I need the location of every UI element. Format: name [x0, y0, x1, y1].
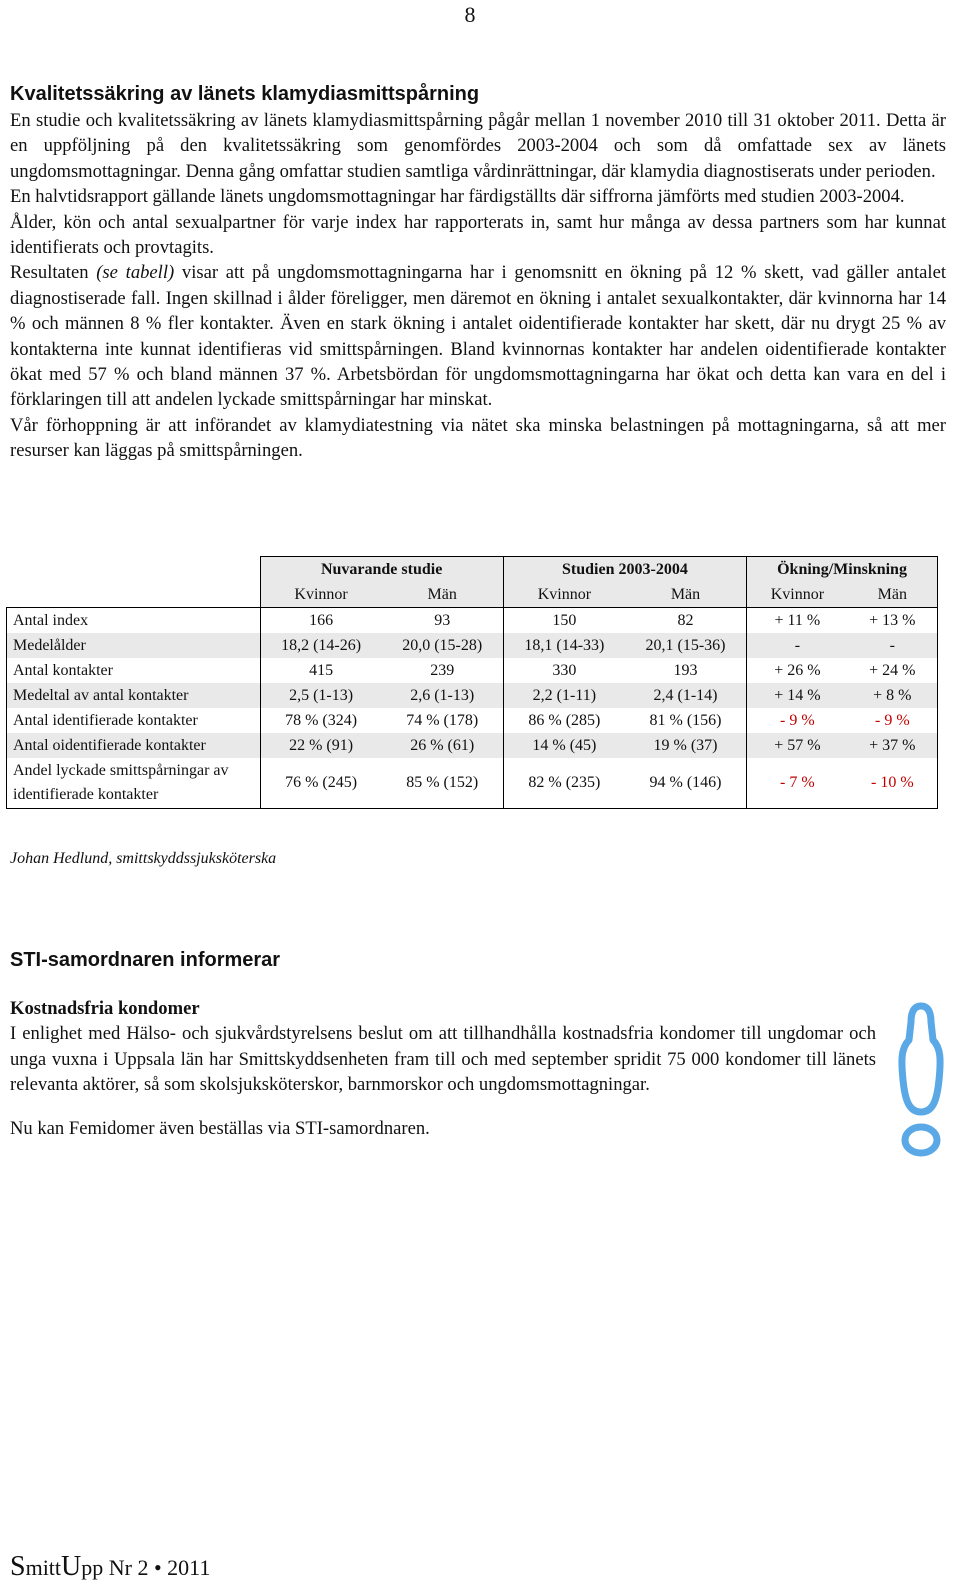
- table-cell: 82: [677, 611, 694, 629]
- table-cell: - 9 %: [848, 708, 938, 733]
- table-cell: + 24 %: [848, 658, 938, 683]
- subheading: Kostnadsfria kondomer: [10, 998, 200, 1019]
- row-label: Antal identifierade kontakter: [7, 708, 261, 733]
- table-cell: 2,6 (1-13): [382, 683, 504, 708]
- row-label: Medeltal av antal kontakter: [7, 683, 261, 708]
- group-header: Ökning/Minskning: [747, 557, 938, 583]
- table-cell: 14 % (45): [503, 733, 625, 758]
- section-heading: Kvalitetssäkring av länets klamydiasmittspårning: [10, 83, 480, 105]
- table-cell: - 9 %: [747, 708, 848, 733]
- table-row: [7, 633, 938, 658]
- subheader: Män: [382, 582, 504, 608]
- section-heading: STI-samordnaren informerar: [10, 949, 281, 971]
- table-cell: + 26 %: [747, 658, 848, 683]
- table-cell: -: [747, 633, 848, 658]
- subheader: Kvinnor: [260, 582, 382, 608]
- paragraph: Ålder, kön och antal sexualpartner för varje index har rapporterats in, samt hur många av dessa partners som har kunnat identifierats och provtagits.: [10, 211, 946, 259]
- table-cell: 2,2 (1-11): [503, 683, 625, 708]
- table-cell: 76 % (245): [260, 758, 382, 809]
- results-table: [6, 556, 938, 809]
- table-row: [7, 758, 938, 809]
- table-cell: - 10 %: [848, 758, 938, 809]
- table-cell: + 14 %: [747, 683, 848, 708]
- section-body: [10, 108, 946, 464]
- row-label: Medelålder: [7, 633, 261, 658]
- table-cell: 239: [430, 661, 455, 679]
- table-cell: 82 % (235): [503, 758, 625, 809]
- footer-brand: SmittUpp Nr 2 • 2011: [10, 1551, 211, 1582]
- table-cell: 22 % (91): [260, 733, 382, 758]
- table-body: [7, 608, 938, 809]
- group-header: Studien 2003-2004: [503, 557, 746, 583]
- table-cell: 20,0 (15-28): [382, 633, 504, 658]
- row-label: Antal oidentifierade kontakter: [7, 733, 261, 758]
- subheader: Kvinnor: [503, 582, 625, 608]
- table-row: [7, 608, 938, 634]
- subheader: Kvinnor: [747, 582, 848, 608]
- table-row: [7, 658, 938, 683]
- table-cell: 78 % (324): [260, 708, 382, 733]
- paragraph: En halvtidsrapport gällande länets ungdomsmottagningar har färdigställts där siffrorna jämförts med studien 2003-2004.: [10, 186, 905, 208]
- table-cell: + 13 %: [848, 608, 938, 634]
- table-cell: - 7 %: [747, 758, 848, 809]
- results-paragraph: Resultaten (se tabell) visar att på ungdomsmottagningarna har i genomsnitt en ökning på 12 % skett, vad gäller antalet diagnostiserade fall. Ingen skillnad i ålder föreligger, men däremot en ökning i antalet sexualkontakter, där kvinnorna har 14 % och männen 8 % fler kontakter. Även en stark ökning i antalet oidentifierade kontakter har skett, där nu drygt 25 % av kontakterna inte kunnat identifieras vid smittspårningen. Bland kvinnornas kontakter har andelen oidentifierade kontakter ökat med 57 % och bland männen 37 %. Arbetsbördan för ungdomsmottagningarna har ökat och detta kan vara en del i förklaringen till att andelen lyckade smittspårningar har minskat.: [10, 262, 946, 411]
- table-cell: 150: [503, 608, 625, 634]
- table-cell: 86 % (285): [503, 708, 625, 733]
- table-cell: 20,1 (15-36): [625, 633, 747, 658]
- table-cell: 19 % (37): [625, 733, 747, 758]
- signature: Johan Hedlund, smittskyddssjuksköterska: [10, 850, 277, 867]
- table-cell: 2,5 (1-13): [260, 683, 382, 708]
- table-row: [7, 683, 938, 708]
- row-label: Antal index: [7, 608, 261, 634]
- condom-exclamation-icon: [893, 1000, 949, 1160]
- table-cell: 330: [503, 658, 625, 683]
- row-label: Antal kontakter: [7, 658, 261, 683]
- table-cell: 81 % (156): [649, 711, 722, 729]
- table-cell: 18,2 (14-26): [260, 633, 382, 658]
- table-cell: 93: [434, 611, 451, 629]
- table-row: [7, 733, 938, 758]
- section-klamydia: [10, 80, 946, 464]
- table-cell: 166: [260, 608, 382, 634]
- table-group-header: [7, 557, 938, 583]
- paragraph: En studie och kvalitetssäkring av länets klamydiasmittspårning pågår mellan 1 november 2010 till 31 oktober 2011. Detta är en uppföljning på den kvalitetssäkring som genomfördes 2003-2004 och som då omfattade sex av länets ungdomsmottagningar. Denna gång omfattar studien samtliga vårdinrättningar, där klamydia diagnostiserats under perioden.: [10, 110, 946, 182]
- section-sti: [10, 946, 876, 1141]
- table-cell: 85 % (152): [382, 758, 504, 809]
- table-cell: 193: [673, 661, 698, 679]
- table-cell: 74 % (178): [406, 711, 479, 729]
- table-row: [7, 708, 938, 733]
- table-cell: 94 % (146): [625, 758, 747, 809]
- table-cell: + 57 %: [747, 733, 848, 758]
- subheader: Män: [848, 582, 938, 608]
- table-cell: + 37 %: [848, 733, 938, 758]
- table-subheader: [7, 582, 938, 608]
- group-header: Nuvarande studie: [260, 557, 503, 583]
- table-cell: + 11 %: [747, 608, 848, 634]
- paragraph: Vår förhoppning är att införandet av klamydiatestning via nätet ska minska belastningen på mottagningarna, så att mer resurser kan läggas på smittspårningen.: [10, 414, 946, 462]
- table-cell: 2,4 (1-14): [625, 683, 747, 708]
- paragraph: Nu kan Femidomer även beställas via STI-samordnaren.: [10, 1117, 430, 1139]
- table-cell: 415: [260, 658, 382, 683]
- row-label: Andel lyckade smittspårningar av identifierade kontakter: [7, 758, 261, 809]
- table-cell: 18,1 (14-33): [503, 633, 625, 658]
- table-cell: 26 % (61): [382, 733, 504, 758]
- table-cell: + 8 %: [848, 683, 938, 708]
- table-cell: -: [848, 633, 938, 658]
- page-number: 8: [464, 2, 476, 27]
- paragraph: I enlighet med Hälso- och sjukvårdstyrelsens beslut om att tillhandhålla kostnadsfria kondomer till ungdomar och unga vuxna i Uppsala län har Smittskyddsenheten fram till och med september spridit 75 000 kondomer till länets relevanta aktörer, så som skolsjuksköterskor, barnmorskor och ungdomsmottagningar.: [10, 1023, 876, 1096]
- subheader: Män: [625, 582, 747, 608]
